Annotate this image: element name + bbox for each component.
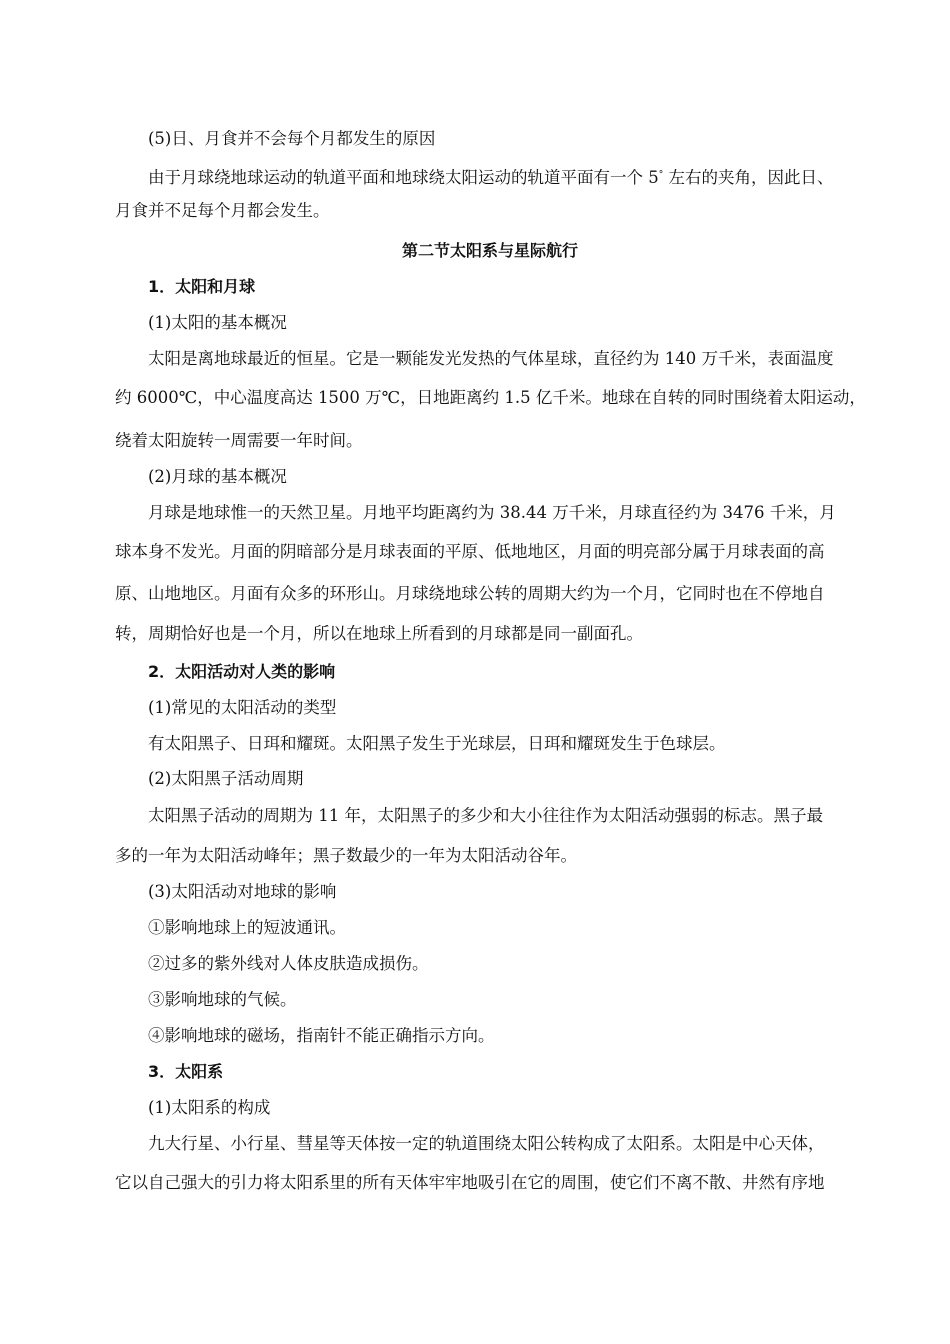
sunspot-cycle-line-2: 多的一年为太阳活动峰年；黑子数最少的一年为太阳活动谷年。 [115, 846, 577, 865]
section-1-heading: 1．太阳和月球 [148, 277, 256, 296]
sun-line-1: 太阳是离地球最近的恒星。它是一颗能发光发热的气体星球，直径约为 140 万千米，表面温度 [148, 349, 834, 368]
section-3-heading: 3．太阳系 [148, 1062, 224, 1081]
activity-types-heading: (1)常见的太阳活动的类型 [148, 698, 337, 717]
impact-item-1: ①影响地球上的短波通讯。 [148, 918, 346, 937]
moon-line-4: 转，周期恰好也是一个月，所以在地球上所看到的月球都是同一副面孔。 [115, 624, 643, 643]
impact-heading: (3)太阳活动对地球的影响 [148, 882, 337, 901]
eclipse-heading: (5)日、月食并不会每个月都发生的原因 [148, 129, 436, 148]
moon-heading: (2)月球的基本概况 [148, 467, 287, 486]
solar-system-line-1: 九大行星、小行星、彗星等天体按一定的轨道围绕太阳公转构成了太阳系。太阳是中心天体， [148, 1134, 825, 1153]
sunspot-cycle-line-1: 太阳黑子活动的周期为 11 年，太阳黑子的多少和大小往往作为太阳活动强弱的标志。黑子最 [148, 806, 823, 825]
solar-system-composition-heading: (1)太阳系的构成 [148, 1098, 271, 1117]
eclipse-paragraph-line-2: 月食并不足每个月都会发生。 [115, 201, 330, 220]
solar-system-line-2: 它以自己强大的引力将太阳系里的所有天体牢牢地吸引在它的周围，使它们不离不散、井然有序地 [115, 1173, 825, 1192]
sun-heading: (1)太阳的基本概况 [148, 313, 287, 332]
sun-line-2: 约 6000℃，中心温度高达 1500 万℃，日地距离约 1.5 亿千米。地球在自转的同时围绕着太阳运动， [115, 388, 866, 407]
section-2-heading: 2．太阳活动对人类的影响 [148, 662, 336, 681]
impact-item-2: ②过多的紫外线对人体皮肤造成损伤。 [148, 954, 429, 973]
impact-item-4: ④影响地球的磁场，指南针不能正确指示方向。 [148, 1026, 495, 1045]
eclipse-text-b: 左右的夹角，因此日、 [663, 168, 834, 187]
sunspot-cycle-heading: (2)太阳黑子活动周期 [148, 769, 304, 788]
eclipse-text-a: 由于月球绕地球运动的轨道平面和地球绕太阳运动的轨道平面有一个 5 [148, 168, 659, 187]
eclipse-paragraph-line-1 [148, 164, 834, 189]
impact-item-3: ③影响地球的气候。 [148, 990, 297, 1009]
section-title: 第二节太阳系与星际航行 [401, 241, 578, 260]
moon-line-3: 原、山地地区。月面有众多的环形山。月球绕地球公转的周期大约为一个月，它同时也在不停地自 [115, 584, 825, 603]
activity-types-text: 有太阳黑子、日珥和耀斑。太阳黑子发生于光球层，日珥和耀斑发生于色球层。 [148, 734, 726, 753]
degree-symbol: ° [658, 170, 664, 180]
moon-line-1: 月球是地球惟一的天然卫星。月地平均距离约为 38.44 万千米，月球直径约为 3476 千米，月 [148, 503, 836, 522]
moon-line-2: 球本身不发光。月面的阴暗部分是月球表面的平原、低地地区，月面的明亮部分属于月球表面的高 [115, 542, 825, 561]
sun-line-3: 绕着太阳旋转一周需要一年时间。 [115, 431, 363, 450]
